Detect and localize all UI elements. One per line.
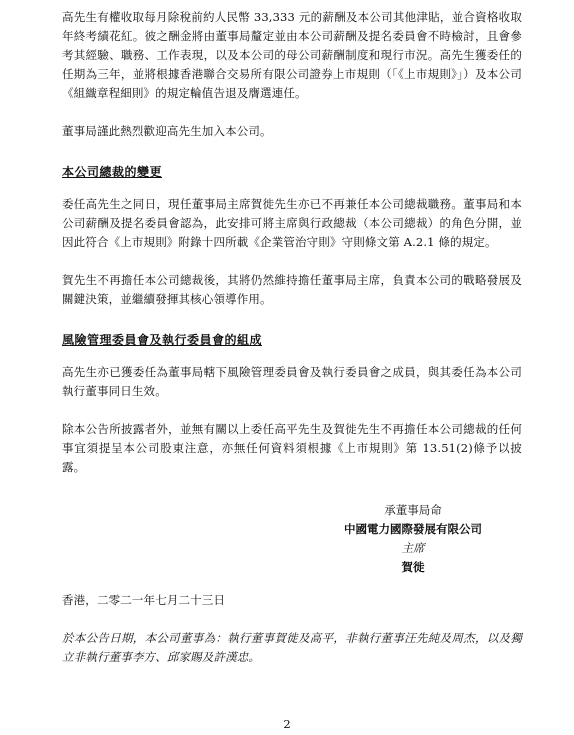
by-order-line: 承董事局命 <box>384 503 442 517</box>
document-page <box>62 8 522 667</box>
president-change-paragraph: 委任高先生之同日，現任董事局主席賀徙先生亦已不再兼任本公司總裁職務。董事局和本公司薪酬及提名委員會認為，此安排可將主席與行政總裁（本公司總裁）的角色分開，並因此符合《上市規則》附錄十四所載《企業管治守則》守則條文第 A.2.1 條的規定。 <box>62 197 522 249</box>
remuneration-paragraph: 高先生有權收取每月除稅前約人民幣 33,333 元的薪酬及本公司其他津貼，並合資格收取年終考績花紅。彼之酬金將由董事局釐定並由本公司薪酬及提名委員會不時檢討，且會參考其經驗、職務、工作表現，以及本公司的母公司薪酬制度和現行市況。高先生獲委任的任期為三年，並將根據香港聯合交易所有限公司證券上市規則（「《上市規則》」）及本公司《組織章程細則》的規定輪值告退及膺選連任。 <box>62 10 522 100</box>
board-composition-note: 於本公告日期，本公司董事為：執行董事賀徙及高平，非執行董事汪先純及周杰，以及獨立非執行董事李方、邱家賜及許漢忠。 <box>62 631 522 664</box>
company-name: 中國電力國際發展有限公司 <box>344 522 482 536</box>
welcome-paragraph: 董事局謹此熱烈歡迎高先生加入本公司。 <box>62 124 272 138</box>
signature-block <box>338 501 488 577</box>
signatory-title: 主席 <box>401 541 425 555</box>
section-heading-president-change: 本公司總裁的變更 <box>62 165 163 179</box>
committee-membership-paragraph: 高先生亦已獲委任為董事局轄下風險管理委員會及執行委員會之成員，與其委任為本公司執行董事同日生效。 <box>62 365 522 398</box>
date-line: 香港，二零二一年七月二十三日 <box>62 593 226 607</box>
disclosure-paragraph: 除本公告所披露者外，並無有關以上委任高平先生及賀徙先生不再擔任本公司總裁的任何事宜須提呈本公司股東注意，亦無任何資料須根據《上市規則》第 13.51(2)條予以披露。 <box>62 422 522 474</box>
chairman-role-paragraph: 賀先生不再擔任本公司總裁後，其將仍然維持擔任董事局主席，負責本公司的戰略發展及關鍵決策，並繼續發揮其核心領導作用。 <box>62 273 522 306</box>
section-heading-committees: 風險管理委員會及執行委員會的組成 <box>62 333 263 347</box>
page-number: 2 <box>283 717 291 731</box>
signatory-name: 賀徙 <box>401 560 425 574</box>
